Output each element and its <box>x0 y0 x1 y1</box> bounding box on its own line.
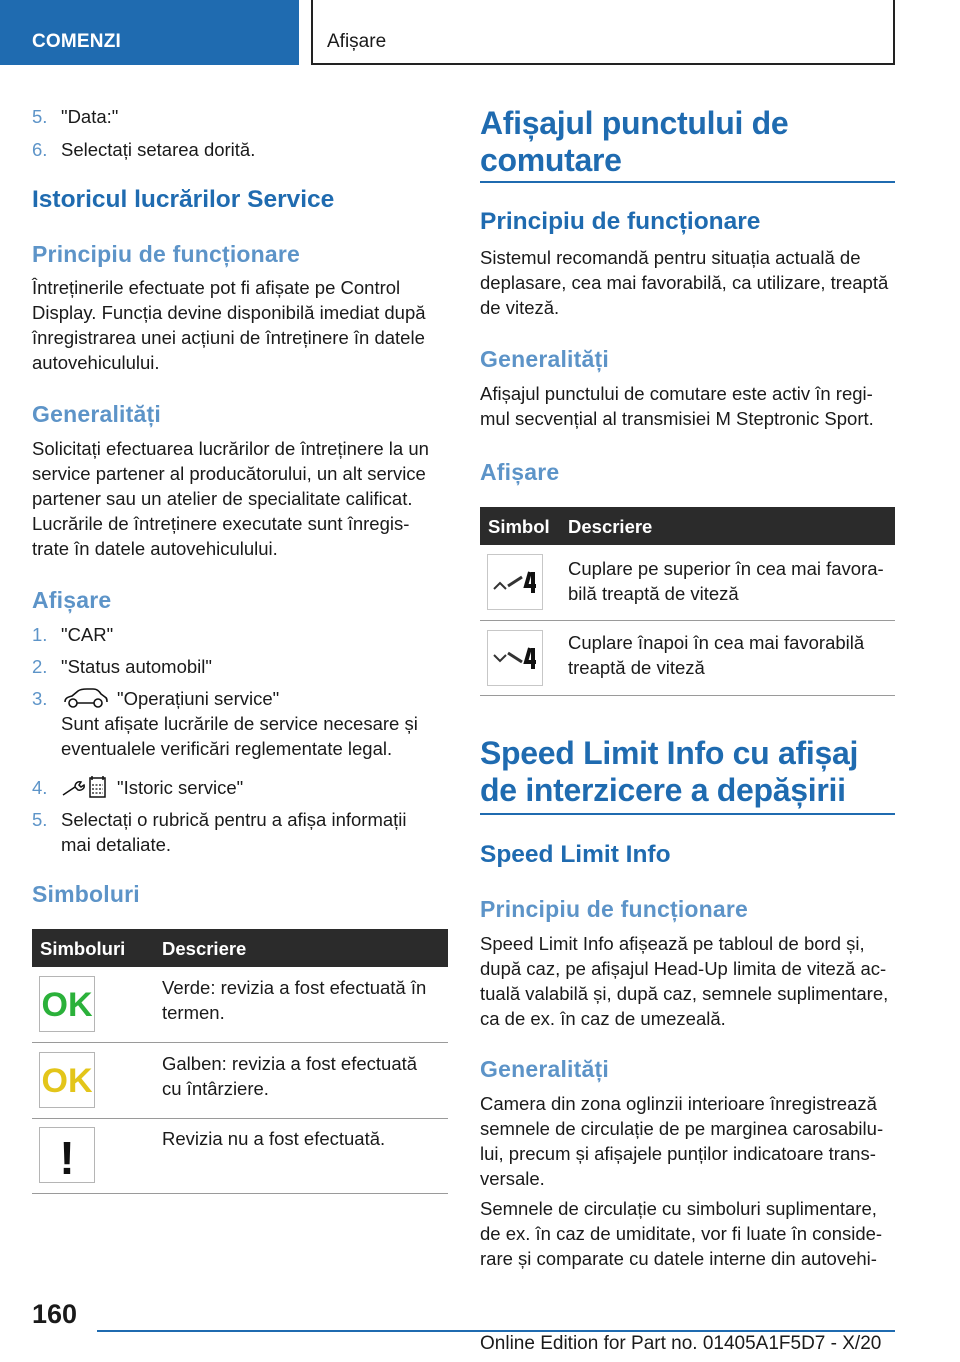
exclamation-symbol <box>39 1127 95 1183</box>
svg-text:!: ! <box>59 1132 75 1182</box>
speed-limit-subheading: Speed Limit Info <box>480 841 671 868</box>
service-history-icon <box>61 775 109 799</box>
section-title: COMENZI <box>32 31 122 52</box>
display-heading: Afișare <box>32 587 112 613</box>
chapter-title-speed-limit: Speed Limit Info cu afișaj de interzicere a depășirii <box>480 735 859 808</box>
svg-text:OK: OK <box>41 986 93 1024</box>
principle-paragraph: Sistemul recomandă pentru situația actuală de deplasare, cea mai favorabilă, ca utilizare, treaptă de viteză. <box>480 247 889 318</box>
table-cell: Revizia nu a fost efectuată. <box>162 1128 386 1149</box>
table-cell: Verde: revizia a fost efectuată în termen. <box>162 977 427 1023</box>
page-number: 160 <box>32 1299 78 1329</box>
downshift-4-icon <box>487 630 543 686</box>
principle-paragraph: Speed Limit Info afișează pe tabloul de bord și, după caz, pe afișajul Head-Up limita de viteză ac- tuală valabilă și, după caz, semnele suplimentare, ca de ex. în caz de umezeală. <box>480 933 889 1029</box>
table-cell: Cuplare pe superior în cea mai favora- bilă treaptă de viteză <box>568 558 884 604</box>
ok-yellow-symbol <box>39 1052 95 1108</box>
section-heading: Istoricul lucrărilor Service <box>32 186 335 213</box>
upshift-4-icon <box>487 554 543 610</box>
ok-green-symbol <box>39 976 95 1032</box>
symbol-table-header: Simbol Descriere <box>480 507 895 545</box>
general-paragraph: Solicitați efectuarea lucrărilor de întreținere la un service partener al producătorului, un alt service partener sau un atelier de specialitate calificat. Lucrările de întreținere executate sunt înregis- trate în datele autovehiculului. <box>32 438 429 559</box>
general-paragraph-2: Semnele de circulație cu simboluri suplimentare, de ex. în caz de umiditate, vor fi luate în conside- rare și comparate cu datele interne din autovehi- <box>480 1198 883 1269</box>
general-heading: Generalități <box>32 401 161 427</box>
table-divider <box>480 620 895 621</box>
table-divider <box>32 1118 448 1119</box>
symbols-heading: Simboluri <box>32 881 140 907</box>
table-cell: Galben: revizia a fost efectuată cu întârziere. <box>162 1053 418 1099</box>
section-tab <box>0 0 299 65</box>
symbols-table-header: Simboluri Descriere <box>32 929 448 967</box>
table-cell: Cuplare înapoi în cea mai favorabilă treaptă de viteză <box>568 632 865 678</box>
list-text: "Data:" <box>61 106 119 127</box>
edition-note: Online Edition for Part no. 01405A1F5D7 - X/20 <box>480 1333 882 1354</box>
car-icon <box>61 688 109 710</box>
chapter-title-switch-point: Afișajul punctului de comutare <box>480 105 789 178</box>
principle-heading: Principiu de funcționare <box>480 208 761 235</box>
list-number: 6. <box>32 139 48 160</box>
svg-text:OK: OK <box>41 1062 93 1100</box>
general-paragraph: Camera din zona oglinzii interioare înregistrează semnele de circulație de pe marginea carosabilu- lui, precum și afișajele punților indicatoare trans- versale. <box>480 1093 884 1189</box>
title-rule <box>480 813 895 815</box>
title-rule <box>480 181 895 183</box>
general-heading: Generalități <box>480 1056 609 1082</box>
principle-paragraph: Întreținerile efectuate pot fi afișate pe Control Display. Funcția devine disponibilă imediat după înregistrarea unei acțiuni de întreținere în datele autovehiculului. <box>32 277 426 373</box>
general-paragraph: Afișajul punctului de comutare este activ în regi- mul secvențial al transmisiei M Steptronic Sport. <box>480 383 874 429</box>
chapter-title: Afișare <box>327 31 387 52</box>
list-text: Selectați setarea dorită. <box>61 139 256 160</box>
chapter-tab <box>311 0 895 65</box>
principle-heading: Principiu de funcționare <box>480 896 749 922</box>
table-divider <box>32 1193 448 1194</box>
principle-heading: Principiu de funcționare <box>32 241 301 267</box>
general-heading: Generalități <box>480 346 609 372</box>
table-divider <box>480 695 895 696</box>
display-heading: Afișare <box>480 459 560 485</box>
footer-rule <box>97 1330 895 1332</box>
table-divider <box>32 1042 448 1043</box>
list-number: 5. <box>32 106 48 127</box>
